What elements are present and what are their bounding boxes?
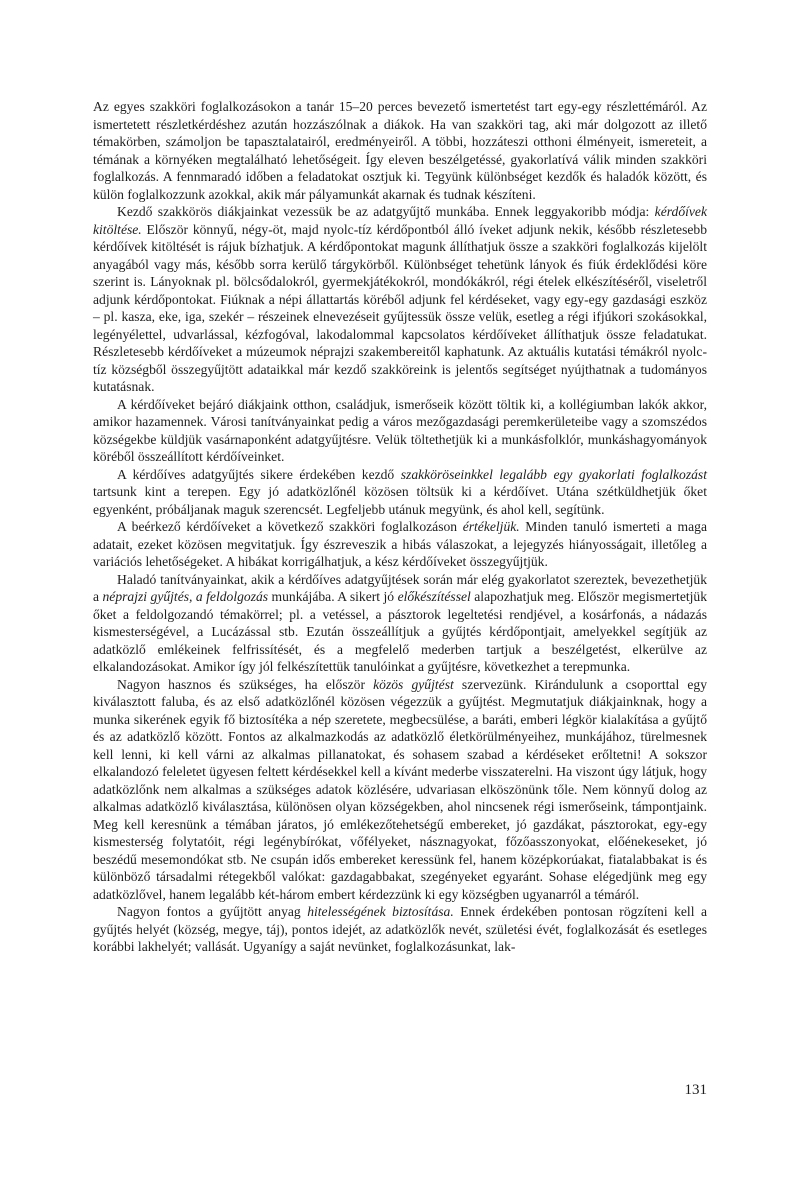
- paragraph: [93, 396, 707, 466]
- italic-phrase: előkészítéssel: [397, 589, 471, 604]
- italic-phrase: néprajzi gyűjtés, a feldolgozás: [102, 589, 269, 604]
- text-run: A kérdőíves adatgyűjtés sikere érdekében kezdő: [117, 466, 401, 482]
- text-run: szervezünk. Kirándulunk a csoporttal egy kiválasztott faluba, és az első adatközlőnél közösen végezzük a gyűjtést. Megmutatjuk diákjainknak, hogy a munka sikerének egyik fő biztosítéka a nép szeretete, megbecsülése, a baráti, emberi légkör kialakítása a gyűjtő és az adatközlő között. Fontos az alkalmazkodás az adatközlő életkörülményeihez, munkájához, türelmesnek kell lenni, ki kell várni az alkalmas pillanatokat, és sohasem szabad a kérdéseket erőltetni! A sokszor elkalandozó feleletet ügyesen feltett kérdésekkel kell a kívánt mederbe visszaterelni. Ha viszont úgy látjuk, hogy adatközlőnk nem alkalmas a szükséges adatok közlésére, udvariasan elköszönünk tőle. Nem könnyű dolog az alkalmas adatközlő kiválasztása, különösen olyan községekben, ahol nincsenek régi ismerőseink, támpontjaink. Meg kell keresnünk a témában járatos, jó emlékezőtehetségű embereket, jó gazdákat, pásztorokat, egy-egy kismesterség folytatóit, régi legénybírókat, vőfélyeket, násznagyokat, főzőasszonyokat, előénekeseket, jó beszédű mesemondókat stb. Ne csupán idős embereket keressünk fel, hanem középkorúakat, fiatalabbakat is és különböző társadalmi rétegekből valókat: gazdagabbakat, szegényeket egyaránt. Sohase elégedjünk meg egy adatközlővel, hanem legalább két-három embert kérdezzünk ki egy községben ugyanarról a témáról.: [93, 676, 708, 902]
- italic-phrase: közös gyűjtést: [373, 676, 454, 692]
- italic-phrase: hitelességének biztosítása.: [307, 904, 454, 919]
- text-run: Az egyes szakköri foglalkozásokon a tanár 15–20 perces bevezető ismertetést tart egy-egy részlettémáról. Az ismertetett részletkérdéshez azután hozzászólnak a diákok. Ha van szakköri tag, aki már dolgozott az illető témakörben, számoljon be tapasztalatairól, eredményeiről. A többi, hozzáteszi otthoni élményeit, ismereteit, a témának a környéken megtalálható lehetőségeit. Így eleven beszélgetéssé, gyakorlatívá válik minden szakköri foglalkozás. A fennmaradó időben a feladatokat osztjuk ki. Tegyünk különbséget kezdők és haladók között, és külön foglalkozzunk azokkal, akik már pályamunkát akarnak és tudnak készíteni.: [93, 99, 707, 202]
- page-number: 131: [684, 1082, 707, 1098]
- paragraph: [93, 903, 707, 956]
- paragraph: [93, 518, 707, 571]
- body-text: [93, 98, 707, 956]
- text-run: Először könnyű, négy-öt, majd nyolc-tíz kérdőpontból álló íveket adjunk nekik, később részletesebb kérdőívek kitöltését is rájuk bízhatjuk. A kérdőpontokat magunk állíthatjuk össze a szakköri foglalkozás kijelölt anyagából vagy más, később sorra kerülő tárgykörből. Különbséget tehetünk lányok és fiúk érdeklődési köre szerint is. Lányoknak pl. bölcsődalokról, gyermekjátékokról, mondókákról, régi ételek elkészítéséről, viseletről adjunk kérdőpontokat. Fiúknak a népi állattartás köréből adjunk fel kérdéseket, vagy egy-egy gazdasági eszköz – pl. kasza, eke, iga, szekér – részeinek elnevezéseit gyűjtessük össze velük, esetleg a régi ifjúkori szokásokkal, legényélettel, udvarlással, kézfogóval, lakodalommal kapcsolatos kérdőíveket állíthatjuk össze feladatukat. Részletesebb kérdőíveket a múzeumok néprajzi szakembereitől kaphatunk. Az aktuális kutatási témákról nyolc-tíz községből összegyűjtött adataikkal már kezdő szakköreink is jelentős segítséget nyújthatnak a tudományos kutatásnak.: [93, 221, 707, 394]
- text-run: A kérdőíveket bejáró diákjaink otthon, családjuk, ismerőseik között töltik ki, a kollégiumban lakók akkor, amikor hazamennek. Városi tanítványainkat pedig a város mezőgazdasági peremkerületeibe vagy a szomszédos községekbe küldjük vasárnaponként adatgyűjtésre. Velük töltethetjük ki a munkásfolklór, munkáshagyományok köréből összeállított kérdőíveinket.: [93, 396, 707, 464]
- italic-phrase: kérdőívek kitöltése.: [93, 204, 707, 237]
- text-run: Nagyon hasznos és szükséges, ha először: [117, 676, 374, 692]
- italic-phrase: szakköröseinkkel legalább egy gyakorlati foglalkozást: [400, 466, 707, 482]
- text-run: A beérkező kérdőíveket a következő szakköri foglalkozáson: [117, 519, 463, 534]
- text-run: alapozhatjuk meg. Először megismertetjük őket a feldolgozandó témakörrel; pl. a vetéssel, a pásztorok legeltetési rendjével, a kosárfonás, a nádazás kismesterségével, a Lucázással stb. Ezután összeállítjuk a gyűjtés kérdőpontjait, amelyekkel segítjük az adatközlő emlékeinek felfrissítését, és a megfelelő mederben tartjuk a beszélgetést, elkerülve az elkalandozásokat. Amikor így jól felkészítettük tanulóinkat a gyűjtésre, következhet a terepmunka.: [93, 589, 707, 674]
- text-run: Haladó tanítványainkat, akik a kérdőíves adatgyűjtések során már elég gyakorlatot szereztek, bevezethetjük a: [93, 571, 707, 604]
- text-run: Minden tanuló ismerteti a maga adatait, ezeket közösen megvitatjuk. Így észreveszik a hibás válaszokat, a lejegyzés hiányosságait, illetőleg a variációs lehetőségeket. A hibákat korrigálhatjuk, a kész kérdőíveket összegyűjtjük.: [93, 519, 707, 569]
- paragraph: [93, 203, 707, 396]
- paragraph: [93, 98, 707, 203]
- text-run: munkájába. A sikert jó: [268, 589, 398, 604]
- text-run: Ennek érdekében pontosan rögzíteni kell a gyűjtés helyét (község, megye, táj), pontos idejét, az adatközlők nevét, születési évét, foglalkozását és esetleges korábbi lakhelyét; vallását. Ugyanígy a saját nevünket, foglalkozásunkat, lak-: [93, 904, 707, 954]
- text-run: tartsunk kint a terepen. Egy jó adatközlőnél közösen töltsük ki a kérdőívet. Utána szétküldhetjük őket egyenként, próbáljanak maguk szerencsét. Legfeljebb utánuk megyünk, és ahol kell, segítünk.: [93, 484, 707, 517]
- paragraph: [93, 466, 707, 519]
- italic-phrase: értékeljük.: [462, 519, 520, 534]
- text-run: Kezdő szakkörös diákjainkat vezessük be az adatgyűjtő munkába. Ennek leggyakoribb módja:: [117, 204, 655, 219]
- paragraph: [93, 571, 707, 676]
- paragraph: [93, 676, 707, 904]
- text-run: Nagyon fontos a gyűjtött anyag: [117, 904, 308, 919]
